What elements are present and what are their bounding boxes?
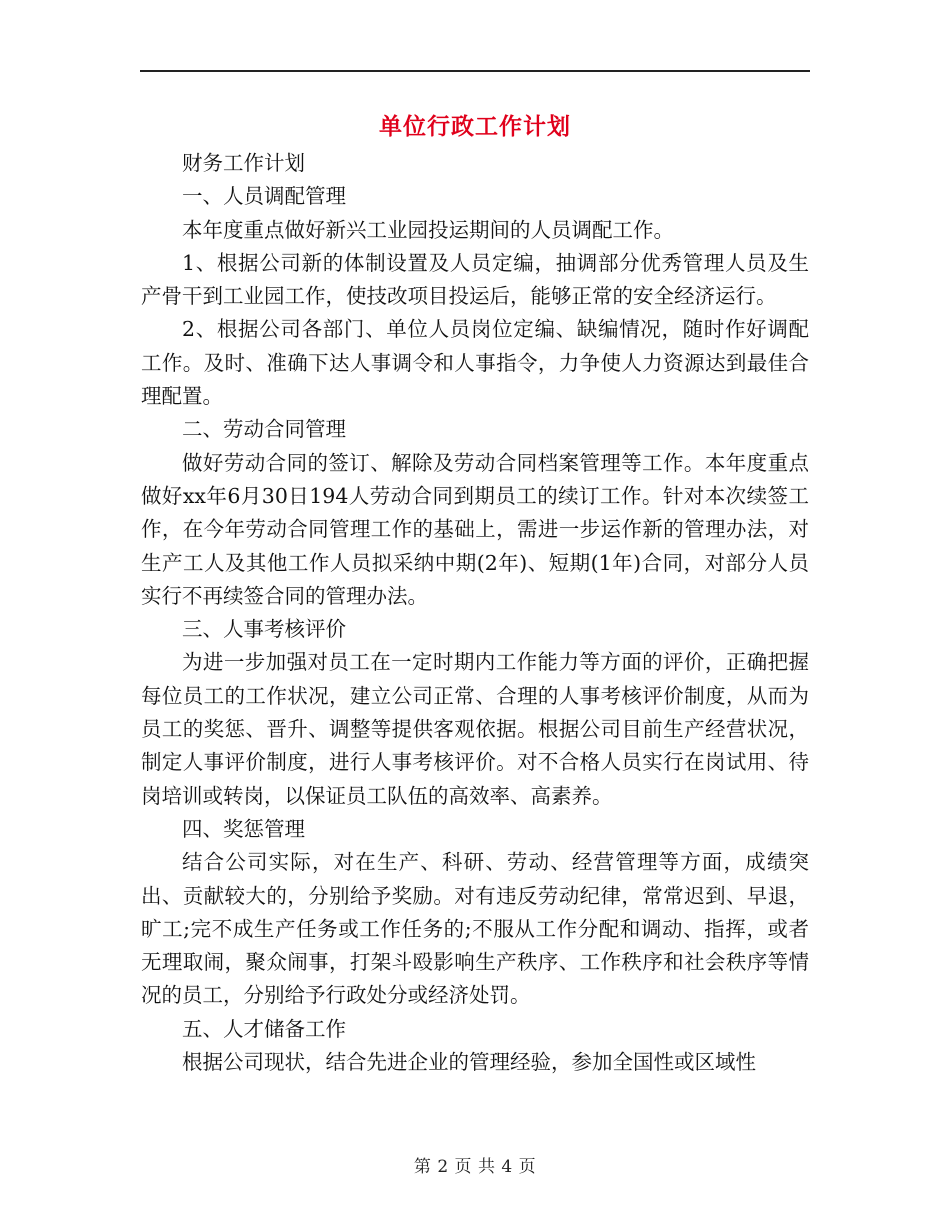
section-heading: 三、人事考核评价 — [182, 617, 346, 642]
document-body — [141, 147, 809, 1079]
paragraph: 根据公司现状，结合先进企业的管理经验，参加全国性或区域性 — [182, 1050, 756, 1075]
section-heading: 四、奖惩管理 — [182, 816, 305, 841]
paragraph: 本年度重点做好新兴工业园投运期间的人员调配工作。 — [182, 217, 674, 242]
paragraph: 结合公司实际，对在生产、科研、劳动、经营管理等方面，成绩突出、贡献较大的，分别给予奖励。对有违反劳动纪律，常常迟到、早退，旷工;完不成生产任务或工作任务的;不服从工作分配和调动、指挥，或者无理取闹，聚众闹事，打架斗殴影响生产秩序、工作秩序和社会秩序等情况的员工，分别给予行政处分或经济处罚。 — [141, 850, 809, 1008]
paragraph: 为进一步加强对员工在一定时期内工作能力等方面的评价，正确把握每位员工的工作状况，建立公司正常、合理的人事考核评价制度，从而为员工的奖惩、晋升、调整等提供客观依据。根据公司目前生产经营状况，制定人事评价制度，进行人事考核评价。对不合格人员实行在岗试用、待岗培训或转岗，以保证员工队伍的高效率、高素养。 — [141, 650, 809, 808]
paragraph: 做好劳动合同的签订、解除及劳动合同档案管理等工作。本年度重点做好xx年6月30日194人劳动合同到期员工的续订工作。针对本次续签工作，在今年劳动合同管理工作的基础上，需进一步运作新的管理办法，对生产工人及其他工作人员拟采纳中期(2年)、短期(1年)合同，对部分人员实行不再续签合同的管理办法。 — [141, 450, 809, 608]
section-heading: 五、人才储备工作 — [182, 1016, 346, 1041]
document-title: 单位行政工作计划 — [379, 113, 571, 140]
paragraph: 1、根据公司新的体制设置及人员定编，抽调部分优秀管理人员及生产骨干到工业园工作，使技改项目投运后，能够正常的安全经济运行。 — [141, 250, 809, 309]
section-heading: 一、人员调配管理 — [182, 184, 346, 209]
header-rule — [140, 70, 810, 72]
page-footer: 第 2 页 共 4 页 — [413, 1157, 537, 1177]
paragraph: 2、根据公司各部门、单位人员岗位定编、缺编情况，随时作好调配工作。及时、准确下达人事调令和人事指令，力争使人力资源达到最佳合理配置。 — [141, 317, 809, 409]
paragraph: 财务工作计划 — [182, 151, 305, 175]
section-heading: 二、劳动合同管理 — [182, 417, 346, 442]
